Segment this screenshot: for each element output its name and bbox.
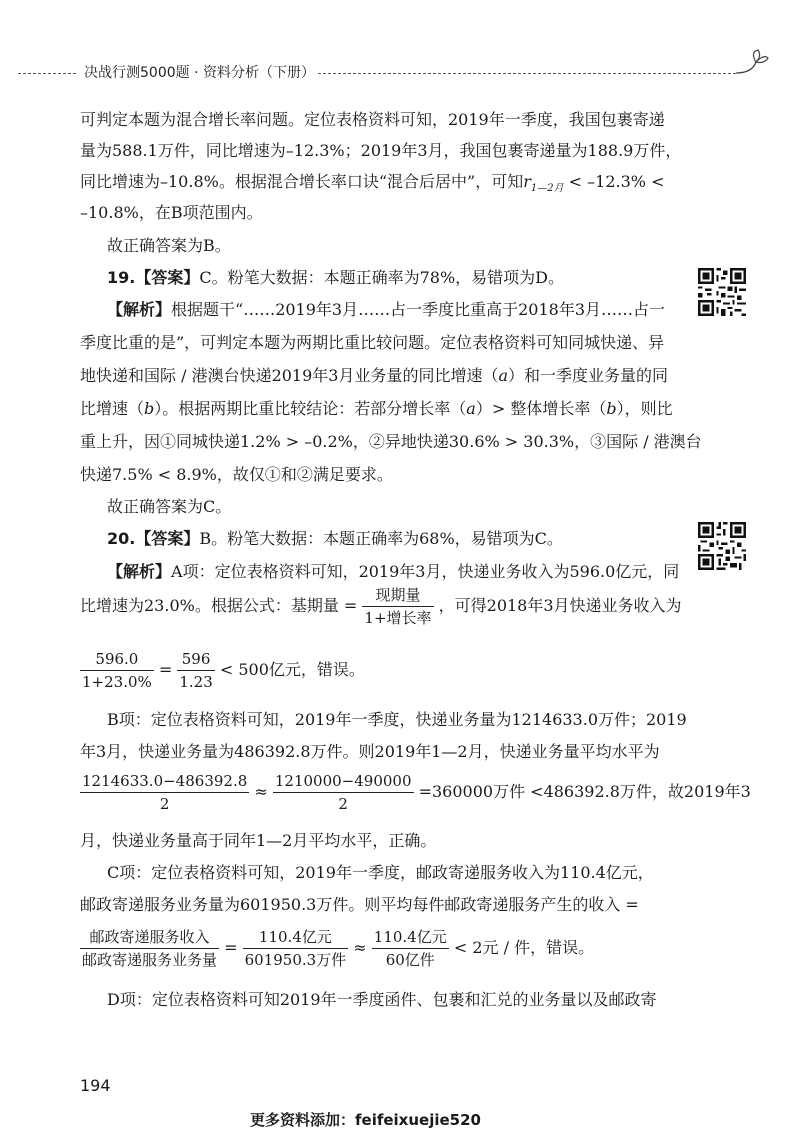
fraction xyxy=(80,928,219,969)
answer-label: 19.【答案】 xyxy=(107,268,200,287)
text-line: 快递7.5% < 8.9%，故仅①和②满足要求。 xyxy=(80,465,393,484)
text-line: 季度比重的是”，可判定本题为两期比重比较问题。定位表格资料可知同城快递、异 xyxy=(80,333,665,352)
text-line: C项：定位表格资料可知，2019年一季度，邮政寄递服务收入为110.4亿元， xyxy=(107,863,654,882)
text-line: 邮政寄递服务业务量为601950.3万件。则平均每件邮政寄递服务产生的收入 = xyxy=(80,895,639,914)
numerator: 1210000−490000 xyxy=(273,772,414,793)
header-rule-left xyxy=(18,73,76,74)
fraction xyxy=(273,772,414,813)
text-span: < –12.3% < xyxy=(563,172,665,191)
formula-line xyxy=(80,586,682,627)
text-line xyxy=(80,399,673,419)
fraction xyxy=(372,928,449,969)
fraction xyxy=(80,772,249,813)
denominator: 1+23.0% xyxy=(82,673,152,691)
fraction xyxy=(177,650,214,691)
numerator: 1214633.0−486392.8 xyxy=(80,772,249,793)
page-number: 194 xyxy=(80,1076,111,1095)
equals-sign: = xyxy=(224,938,238,957)
text-line: 量为588.1万件，同比增速为–12.3%；2019年3月，我国包裹寄递量为188.9万件， xyxy=(80,141,682,160)
math-var: b xyxy=(144,399,155,418)
numerator: 邮政寄递服务收入 xyxy=(80,928,219,949)
footer-watermark: 更多资料添加：feifeixuejie520 xyxy=(250,1111,481,1129)
denominator: 2 xyxy=(338,795,348,813)
text-span: 根据题干“……2019年3月……占一季度比重高于2018年3月……占一 xyxy=(171,300,665,319)
equals-sign: = xyxy=(158,660,173,679)
math-subscript: 1—2月 xyxy=(530,183,564,194)
text-span: 比增速为23.0%。根据公式：基期量 = xyxy=(80,596,358,615)
formula-line xyxy=(80,772,751,813)
analysis-label: 【解析】 xyxy=(107,562,172,581)
q20-analysis-line xyxy=(107,562,697,582)
text-line xyxy=(80,172,670,199)
text-line: 月，快递业务量高于同年1—2月平均水平，正确。 xyxy=(80,831,437,850)
denominator: 60亿件 xyxy=(385,951,435,969)
math-var: b xyxy=(606,399,617,418)
text-line: 年3月，快递业务量为486392.8万件。则2019年1—2月，快递业务量平均水平为 xyxy=(80,742,660,761)
answer-label: 20.【答案】 xyxy=(107,529,200,548)
denominator: 601950.3万件 xyxy=(244,951,347,969)
numerator: 110.4亿元 xyxy=(372,928,449,949)
text-span: < 2元 / 件，错误。 xyxy=(453,938,595,957)
analysis-label: 【解析】 xyxy=(107,300,172,319)
text-span: A项：定位表格资料可知，2019年3月，快递业务收入为596.0亿元，同 xyxy=(171,562,680,581)
answer-conclusion: 故正确答案为C。 xyxy=(107,497,232,516)
numerator: 596 xyxy=(177,650,214,671)
q20-answer xyxy=(107,529,697,549)
numerator: 现期量 xyxy=(362,586,433,607)
fraction xyxy=(243,928,349,969)
book-title: 决战行测5000题 · 资料分析（下册） xyxy=(84,65,315,81)
text-line: D项：定位表格资料可知2019年一季度函件、包裹和汇兑的业务量以及邮政寄 xyxy=(107,990,657,1009)
text-span: < 500亿元，错误。 xyxy=(219,660,365,679)
text-line: 可判定本题为混合增长率问题。定位表格资料可知，2019年一季度，我国包裹寄递 xyxy=(80,110,665,129)
q19-answer xyxy=(107,268,697,288)
numerator: 596.0 xyxy=(80,650,154,671)
fraction xyxy=(362,586,433,627)
answer-conclusion: 故正确答案为B。 xyxy=(107,236,231,255)
text-span: =360000万件 <486392.8万件，故2019年3 xyxy=(418,782,751,801)
formula-line xyxy=(80,650,365,691)
text-span: ），则比 xyxy=(616,399,673,418)
denominator: 1+增长率 xyxy=(364,609,432,627)
text-span: ）。根据两期比重比较结论：若部分增长率（ xyxy=(154,399,467,418)
math-var: a xyxy=(466,399,476,418)
formula-line xyxy=(80,928,594,969)
answer-text: B。粉笔大数据：本题正确率为68%，易错项为C。 xyxy=(199,529,563,548)
fraction xyxy=(80,650,154,691)
text-line: B项：定位表格资料可知，2019年一季度，快递业务量为1214633.0万件；2019 xyxy=(107,710,687,729)
math-var: r xyxy=(523,172,531,191)
leaf-curl-icon xyxy=(734,48,770,80)
text-line xyxy=(80,366,670,386)
text-span: 比增速（ xyxy=(80,399,145,418)
header-rule-right xyxy=(318,73,736,74)
text-line: 重上升，因①同城快递1.2% > –0.2%，②异地快递30.6% > 30.3%，③国际 / 港澳台 xyxy=(80,432,702,451)
approx-sign: ≈ xyxy=(353,938,367,957)
approx-sign: ≈ xyxy=(254,782,268,801)
text-span: 地快递和国际 / 港澳台快递2019年3月业务量的同比增速（ xyxy=(80,366,499,385)
math-var: a xyxy=(498,366,509,385)
qr-code-icon[interactable] xyxy=(698,268,746,316)
answer-text: C。粉笔大数据：本题正确率为78%，易错项为D。 xyxy=(199,268,564,287)
denominator: 2 xyxy=(159,795,170,813)
text-span: ）和一季度业务量的同 xyxy=(508,366,669,385)
text-span: ，可得2018年3月快递业务收入为 xyxy=(438,596,682,615)
text-span: 同比增速为–10.8%。根据混合增长率口诀“混合后居中”，可知 xyxy=(80,172,524,191)
denominator: 邮政寄递服务业务量 xyxy=(82,951,218,969)
denominator: 1.23 xyxy=(179,673,213,691)
text-line: –10.8%，在B项范围内。 xyxy=(80,203,263,222)
q19-analysis-line xyxy=(107,300,697,320)
qr-code-icon[interactable] xyxy=(698,522,746,570)
text-span: ）> 整体增长率（ xyxy=(475,399,607,418)
numerator: 110.4亿元 xyxy=(243,928,349,949)
running-header xyxy=(18,60,788,90)
